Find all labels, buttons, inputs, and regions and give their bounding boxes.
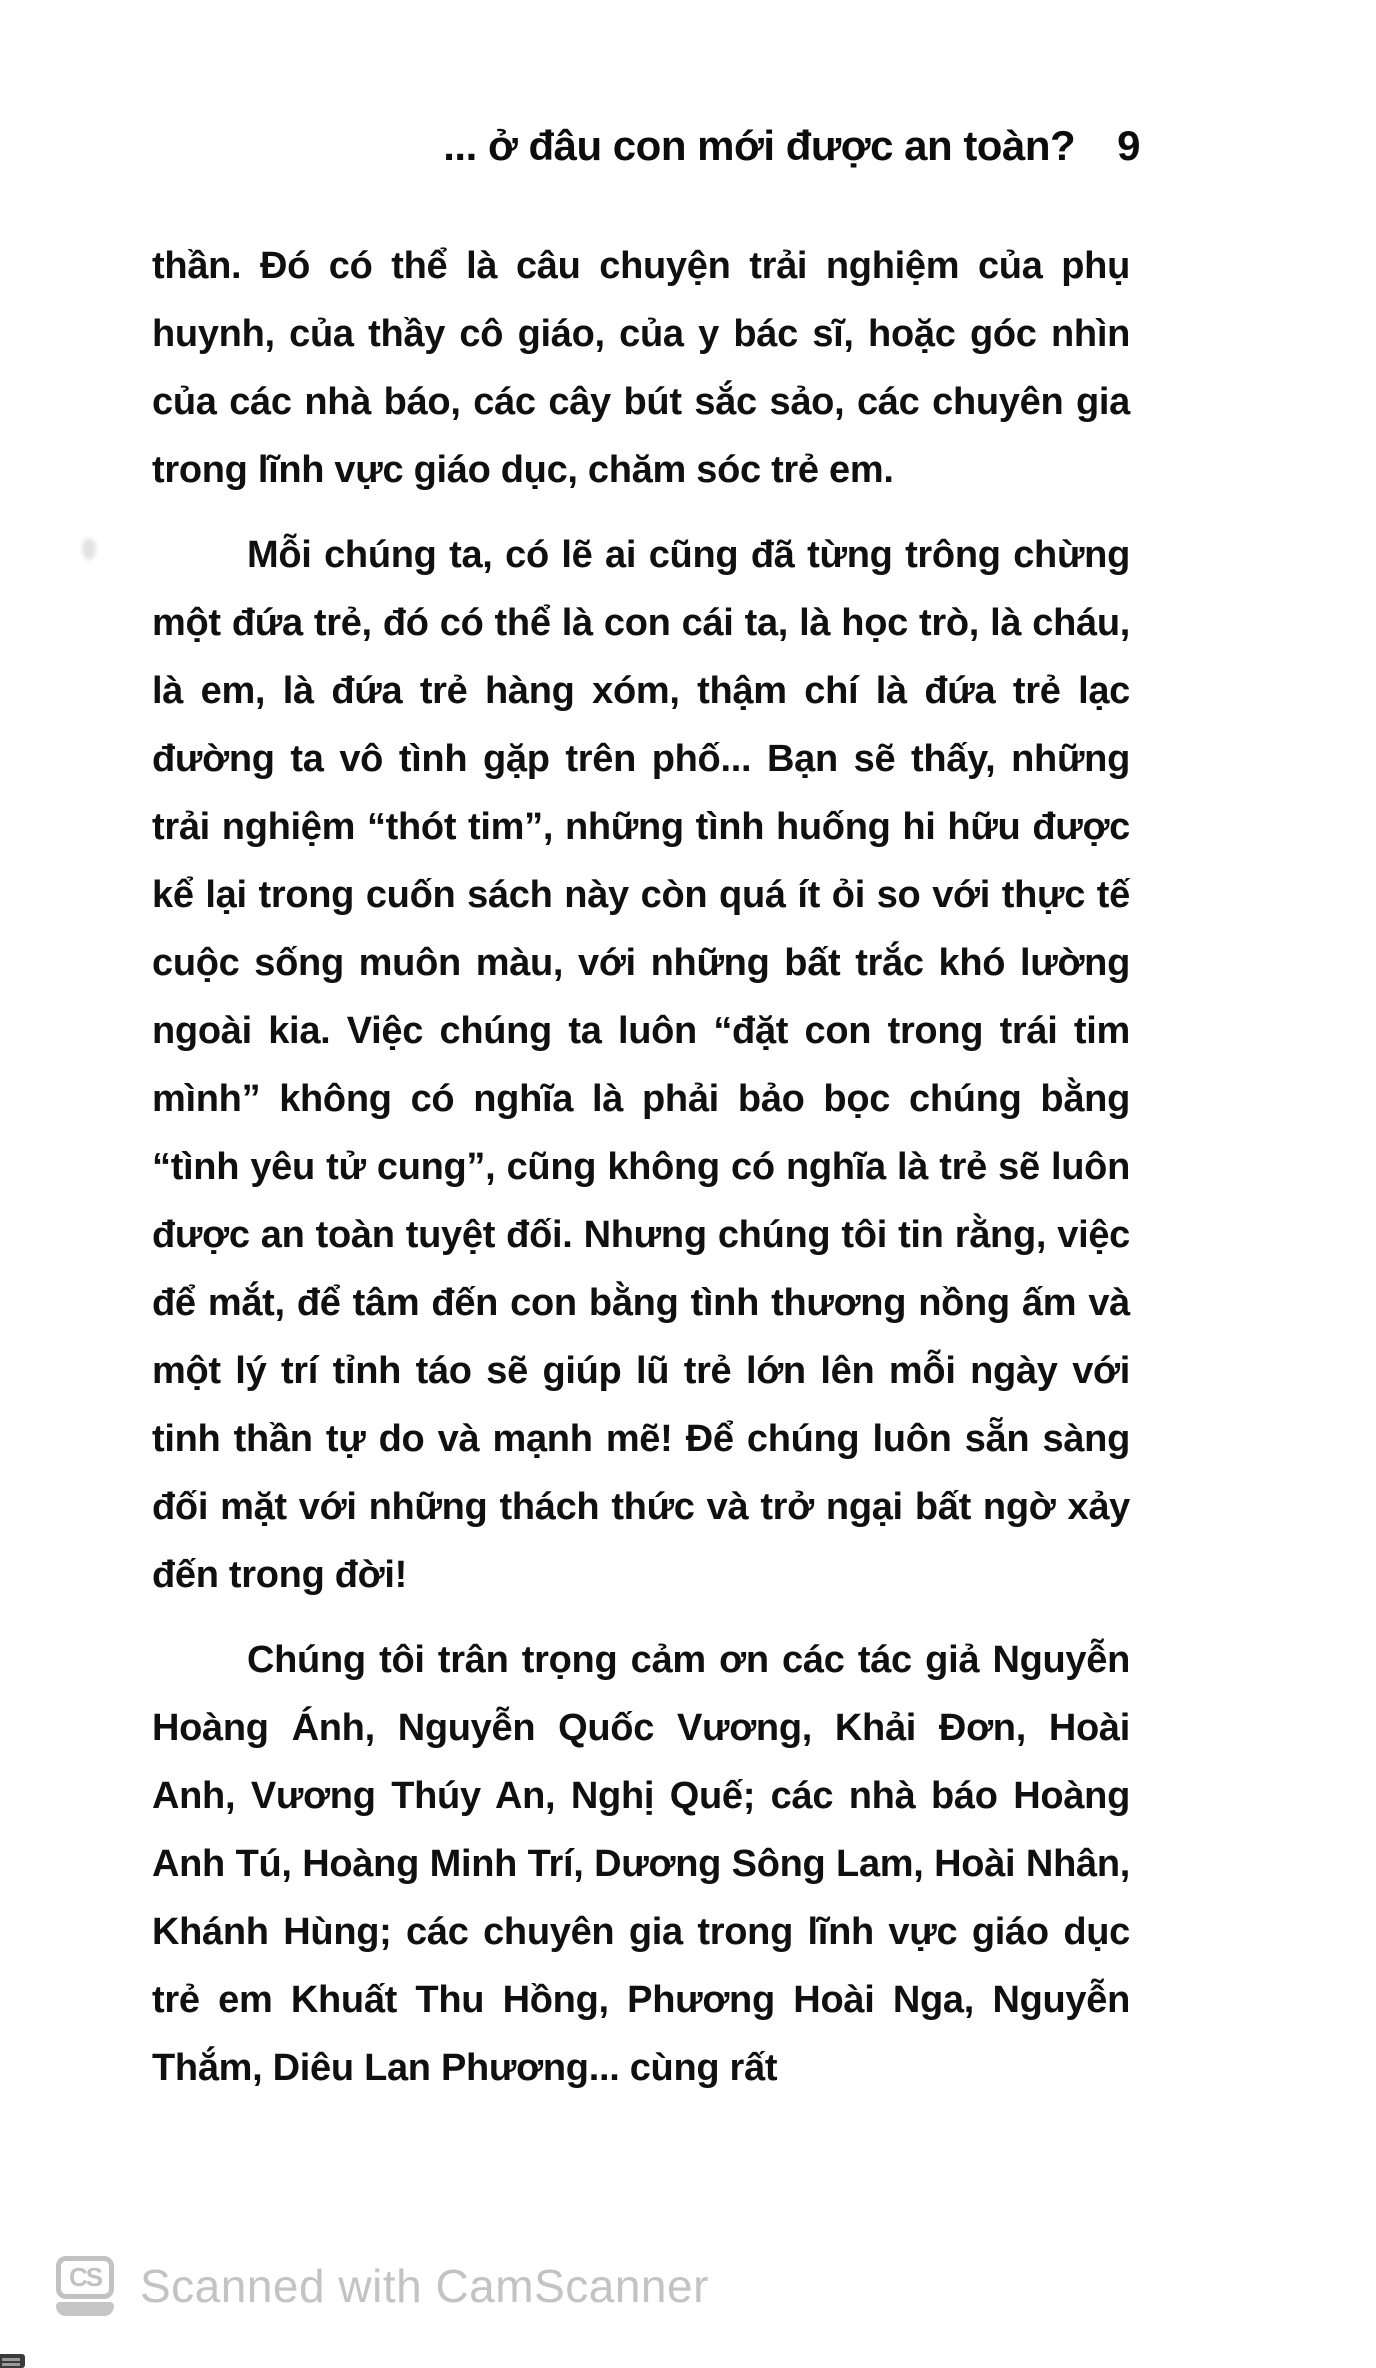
running-title: ... ở đâu con mới được an toàn? <box>443 122 1076 169</box>
scan-artifact-corner-mark <box>0 2354 25 2368</box>
page-header <box>443 122 1140 170</box>
camscanner-logo-icon <box>56 2256 114 2316</box>
body-text <box>152 232 1130 2119</box>
camscanner-footer <box>56 2256 709 2316</box>
page-number: 9 <box>1117 122 1140 169</box>
paragraph: Chúng tôi trân trọng cảm ơn các tác giả Nguyễn Hoàng Ánh, Nguyễn Quốc Vương, Khải Đơn, Hoài Anh, Vương Thúy An, Nghị Quế; các nhà báo Hoàng Anh Tú, Hoàng Minh Trí, Dương Sông Lam, Hoài Nhân, Khánh Hùng; các chuyên gia trong lĩnh vực giáo dục trẻ em Khuất Thu Hồng, Phương Hoài Nga, Nguyễn Thắm, Diêu Lan Phương... cùng rất <box>152 1639 1130 2089</box>
camscanner-logo-box <box>56 2256 114 2299</box>
scan-artifact-smudge <box>82 538 96 560</box>
camscanner-logo-text: CS <box>68 2262 102 2292</box>
camscanner-logo-bar <box>56 2302 114 2316</box>
camscanner-watermark-label: Scanned with CamScanner <box>140 2260 709 2312</box>
paragraph: Mỗi chúng ta, có lẽ ai cũng đã từng trông chừng một đứa trẻ, đó có thể là con cái ta, là học trò, là cháu, là em, là đứa trẻ hàng xóm, thậm chí là đứa trẻ lạc đường ta vô tình gặp trên phố... Bạn sẽ thấy, những trải nghiệm “thót tim”, những tình huống hi hữu được kể lại trong cuốn sách này còn quá ít ỏi so với thực tế cuộc sống muôn màu, với những bất trắc khó lường ngoài kia. Việc chúng ta luôn “đặt con trong trái tim mình” không có nghĩa là phải bảo bọc chúng bằng “tình yêu tử cung”, cũng không có nghĩa là trẻ sẽ luôn được an toàn tuyệt đối. Nhưng chúng tôi tin rằng, việc để mắt, để tâm đến con bằng tình thương nồng ấm và một lý trí tỉnh táo sẽ giúp lũ trẻ lớn lên mỗi ngày với tinh thần tự do và mạnh mẽ! Để chúng luôn sẵn sàng đối mặt với những thách thức và trở ngại bất ngờ xảy đến trong đời! <box>152 534 1130 1596</box>
paragraph: thần. Đó có thể là câu chuyện trải nghiệm của phụ huynh, của thầy cô giáo, của y bác sĩ, hoặc góc nhìn của các nhà báo, các cây bút sắc sảo, các chuyên gia trong lĩnh vực giáo dục, chăm sóc trẻ em. <box>152 245 1130 491</box>
